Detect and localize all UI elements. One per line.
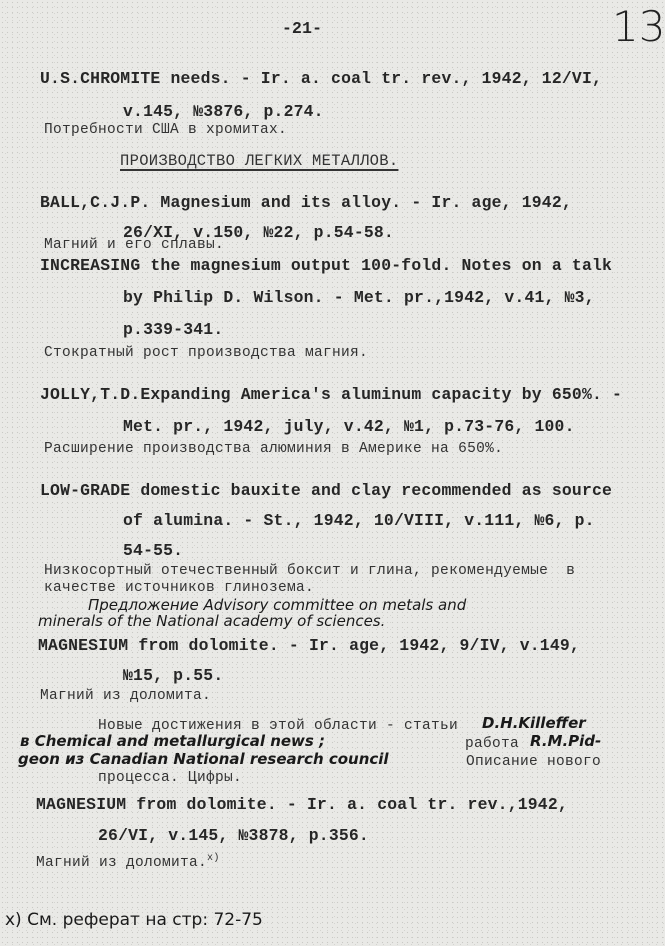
entry-translation: Магний и его сплавы. [44, 237, 225, 253]
note-typed: процесса. Цифры. [98, 770, 243, 786]
entry-line: by Philip D. Wilson. - Met. pr.,1942, v.41, №3, [123, 288, 595, 307]
entry-line: p.339-341. [123, 320, 224, 339]
entry-translation [36, 850, 220, 872]
entry-line: JOLLY,T.D.Expanding America's aluminum capacity by 650%. - [40, 385, 623, 404]
note-handwritten: R.M.Pid- [530, 732, 602, 750]
entry-line: INCREASING the magnesium output 100-fold. Notes on a talk [40, 256, 613, 275]
translation-text: Магний из доломита. [36, 854, 208, 871]
entry-translation: качестве источников глинозема. [44, 580, 315, 596]
entry-line: BALL,C.J.P. Magnesium and its alloy. - Ir. age, 1942, [40, 193, 572, 212]
entry-line: MAGNESIUM from dolomite. - Ir. age, 1942, 9/IV, v.149, [38, 636, 580, 655]
entry-line: 26/VI, v.145, №3878, p.356. [98, 826, 369, 845]
entry-line: №15, p.55. [123, 666, 224, 685]
note-handwritten: geon из Canadian National research council [18, 750, 389, 768]
note-typed: работа [465, 736, 520, 752]
note-typed: Описание нового [466, 754, 602, 770]
entry-translation: Расширение производства алюминия в Америке на 650%. [44, 441, 504, 457]
entry-translation: Потребности США в хромитах. [44, 122, 288, 138]
entry-line: U.S.CHROMITE needs. - Ir. a. coal tr. rev., 1942, 12/VI, [40, 69, 603, 88]
entry-line: 26/XI, v.150, №22, p.54-58. [123, 223, 394, 242]
entry-line: 54-55. [123, 541, 184, 560]
entry-line: LOW-GRADE domestic bauxite and clay recommended as source [40, 481, 613, 500]
entry-line: Met. pr., 1942, july, v.42, №1, p.73-76, 100. [123, 417, 575, 436]
note-handwritten: в Chemical and metallurgical news ; [20, 732, 326, 750]
footnote: x) См. реферат на стр: 72-75 [5, 910, 263, 930]
entry-translation: Низкосортный отечественный боксит и глина, рекомендуемые в [44, 563, 576, 579]
note-typed: Новые достижения в этой области - статьи [98, 718, 459, 734]
section-heading: ПРОИЗВОДСТВО ЛЕГКИХ МЕТАЛЛОВ. [120, 152, 399, 170]
entry-translation: Магний из доломита. [40, 688, 212, 704]
page-number: -21- [282, 19, 323, 38]
entry-line: of alumina. - St., 1942, 10/VIII, v.111, №6, p. [123, 511, 595, 530]
footnote-mark: x) [207, 853, 220, 864]
handwritten-note: Предложение Advisory committee on metals and [88, 596, 467, 614]
entry-translation: Стократный рост производства магния. [44, 345, 369, 361]
note-handwritten: D.H.Killeffer [482, 714, 586, 732]
archive-page-mark: 13 [612, 2, 665, 51]
entry-line: v.145, №3876, p.274. [123, 102, 324, 121]
handwritten-note: minerals of the National academy of sciences. [38, 612, 386, 630]
entry-line: MAGNESIUM from dolomite. - Ir. a. coal tr. rev.,1942, [36, 795, 568, 814]
